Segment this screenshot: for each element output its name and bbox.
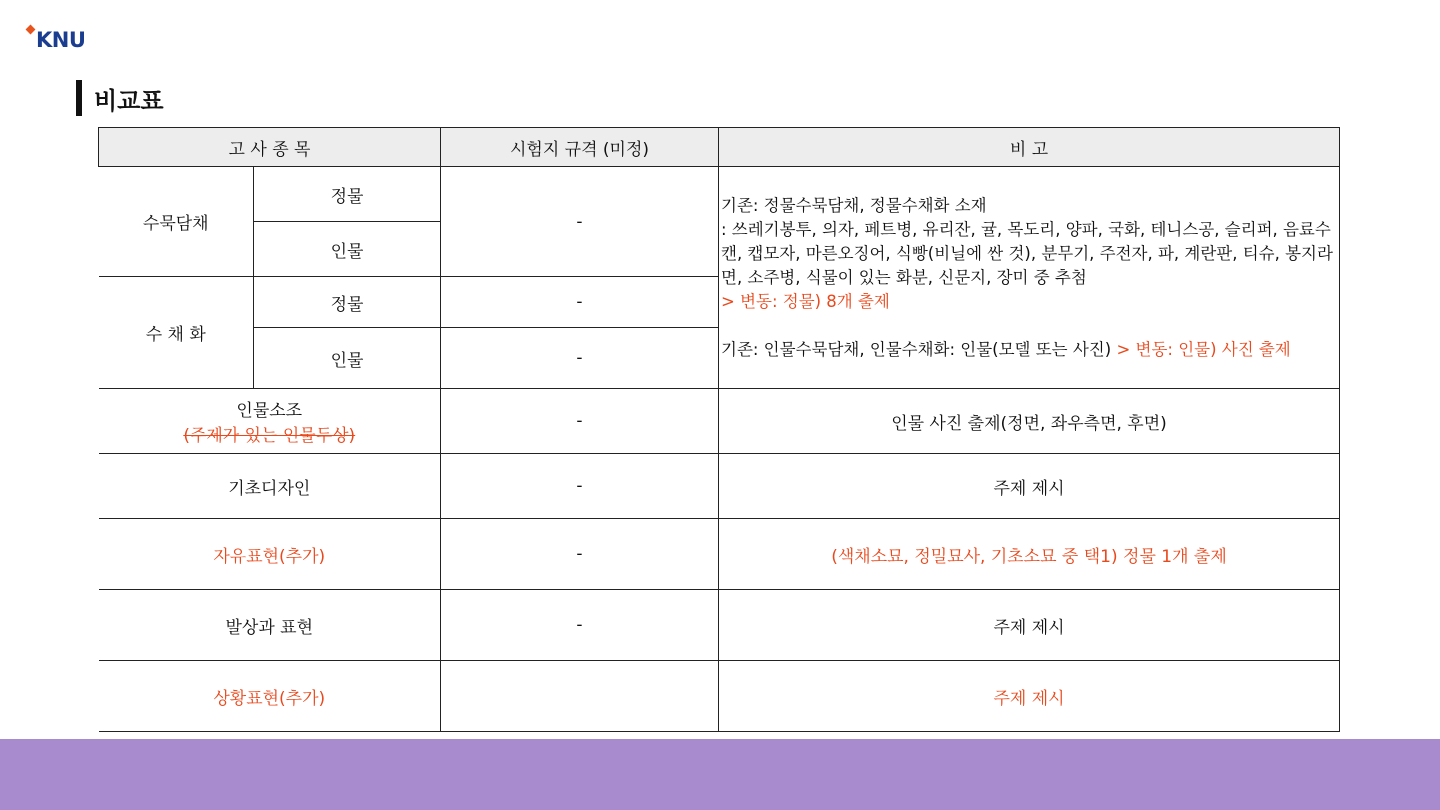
subject-situation-expression: 상황표현(추가)	[99, 661, 441, 732]
spec-suchuk: -	[441, 167, 719, 277]
sub-still-life: 정물	[254, 167, 441, 222]
spec-cell: -	[441, 590, 719, 661]
table-header-row	[99, 128, 1340, 167]
header-subject: 고 사 종 목	[99, 128, 441, 167]
sub-portrait-2: 인물	[254, 328, 441, 389]
subject-idea-expression: 발상과 표현	[99, 590, 441, 661]
note-cell: (색채소묘, 정밀묘사, 기초소묘 중 택1) 정물 1개 출제	[719, 519, 1340, 590]
table-row	[99, 590, 1340, 661]
spec-suchae-1: -	[441, 277, 719, 328]
spec-cell: -	[441, 454, 719, 519]
subject-sculpture-label: 인물소조	[236, 401, 303, 421]
sub-portrait: 인물	[254, 222, 441, 277]
subject-basic-design: 기초디자인	[99, 454, 441, 519]
note-painting	[719, 167, 1340, 389]
logo-text: KNU	[36, 28, 86, 52]
note-cell: 주제 제시	[719, 661, 1340, 732]
spec-cell: -	[441, 519, 719, 590]
table-row	[99, 519, 1340, 590]
table-row	[99, 389, 1340, 454]
note-cell: 주제 제시	[719, 590, 1340, 661]
subject-sculpture-strike: (주제가 있는 인물두상)	[183, 426, 356, 446]
table-row	[99, 167, 1340, 222]
header-spec: 시험지 규격 (미정)	[441, 128, 719, 167]
subject-sculpture	[99, 389, 441, 454]
note-cell: 주제 제시	[719, 454, 1340, 519]
header-note: 비 고	[719, 128, 1340, 167]
note-line1: 기존: 정물수묵담채, 정물수채화 소재	[721, 195, 987, 215]
knu-logo	[26, 22, 85, 52]
subject-suchae: 수 채 화	[99, 277, 254, 389]
note-change2: > 변동: 인물) 사진 출제	[1116, 339, 1291, 359]
spec-suchae-2: -	[441, 328, 719, 389]
table-row	[99, 661, 1340, 732]
note-line3: 기존: 인물수묵담채, 인물수채화: 인물(모델 또는 사진) > 변동: 인물) 사진 출제	[721, 339, 1291, 359]
footer-band	[0, 739, 1440, 810]
sub-still-life-2: 정물	[254, 277, 441, 328]
subject-suchuk: 수묵담채	[99, 167, 254, 277]
table-row	[99, 454, 1340, 519]
subject-free-expression: 자유표현(추가)	[99, 519, 441, 590]
note-change1: > 변동: 정물) 8개 출제	[721, 291, 890, 311]
page-title-area	[76, 80, 164, 116]
note-cell: 인물 사진 출제(정면, 좌우측면, 후면)	[719, 389, 1340, 454]
spec-cell: -	[441, 389, 719, 454]
logo-mark-icon	[26, 26, 40, 52]
comparison-table	[98, 127, 1340, 732]
spec-cell	[441, 661, 719, 732]
title-bar	[76, 80, 82, 116]
page-title: 비교표	[94, 86, 164, 115]
note-line2: : 쓰레기봉투, 의자, 페트병, 유리잔, 귤, 목도리, 양파, 국화, 테니스공, 슬리퍼, 음료수캔, 캡모자, 마른오징어, 식빵(비닐에 싼 것), 분무기, 주전자, 파, 계란판, 티슈, 봉지라면, 소주병, 식물이 있는 화분, 신문지, 장미 중 추첨	[721, 219, 1333, 287]
